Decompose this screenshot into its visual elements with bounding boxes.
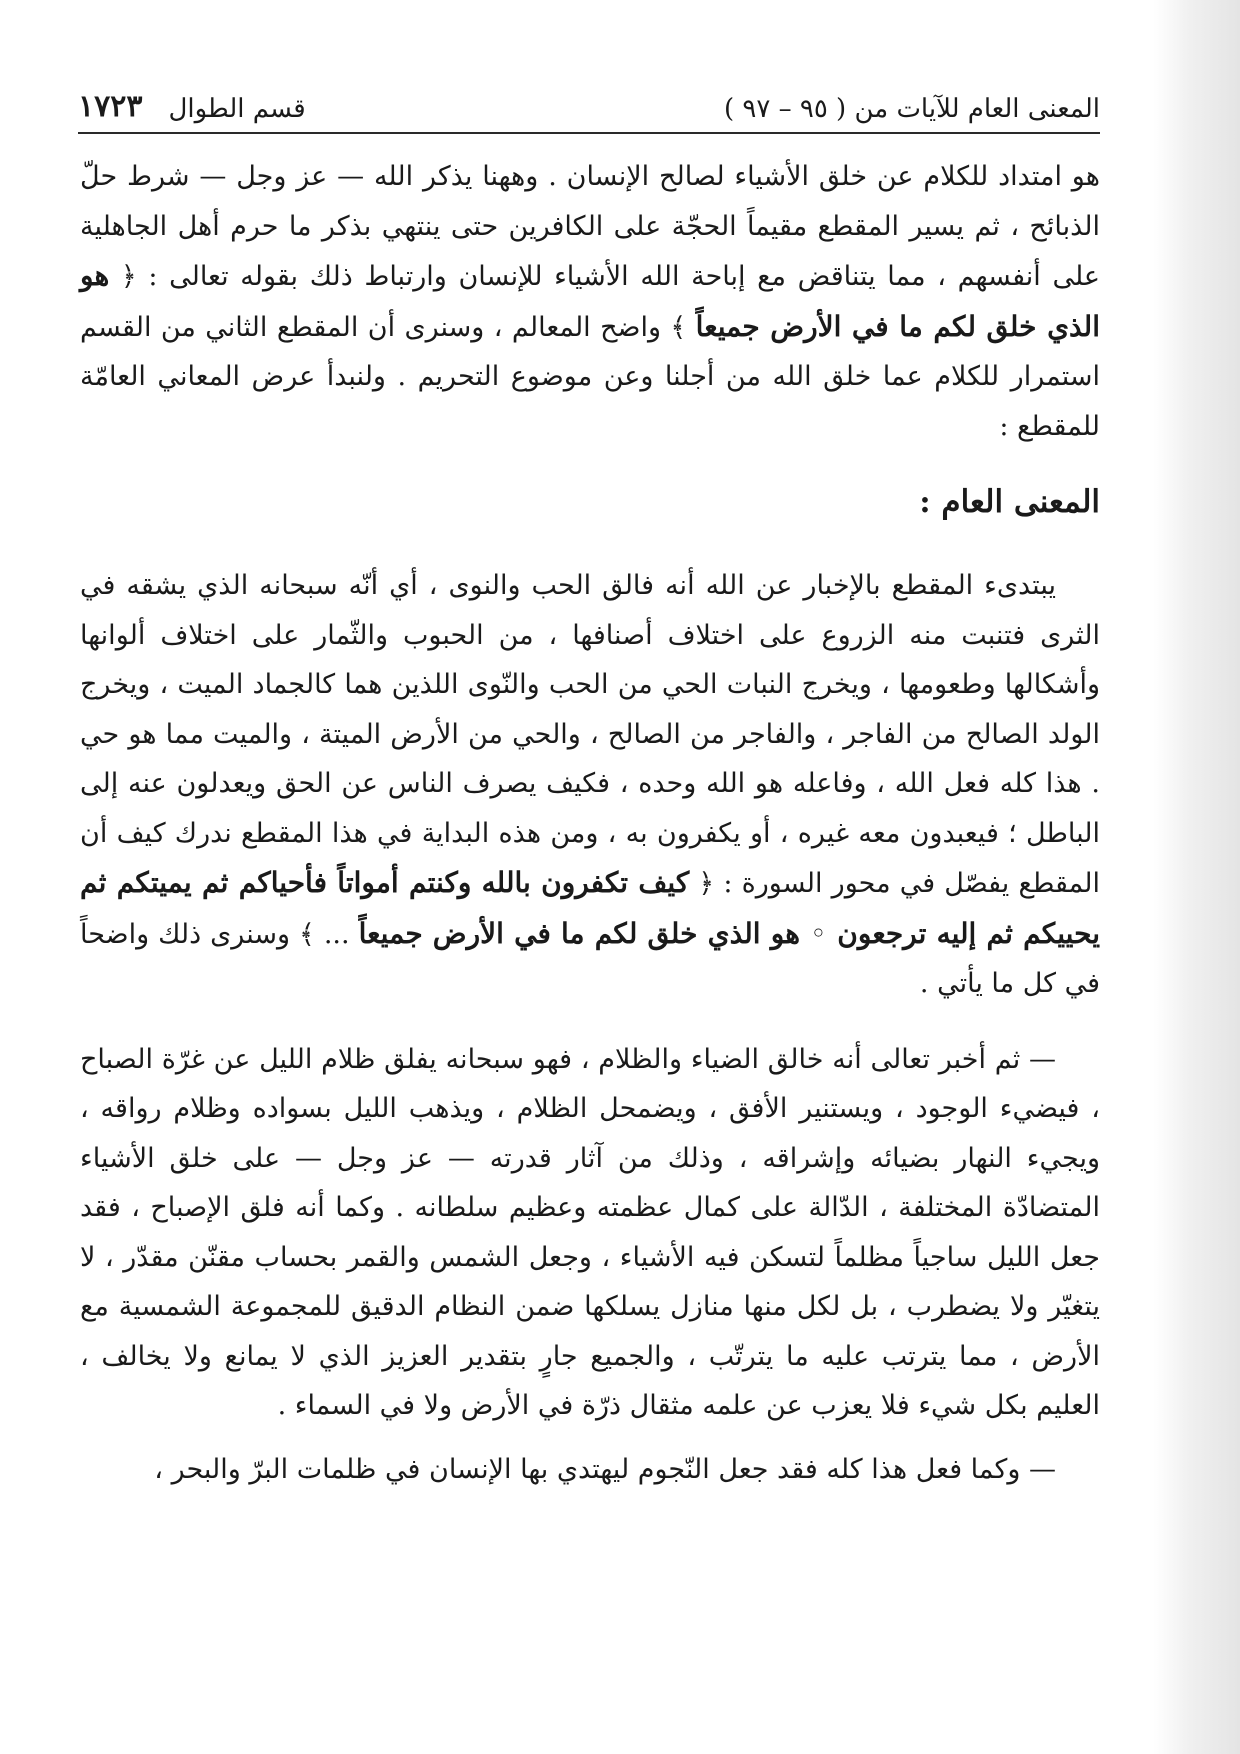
section-name: قسم الطوال xyxy=(168,94,306,124)
paragraph-1 xyxy=(80,561,1100,1009)
intro-text-2: ﴾ واضح المعالم ، وسنرى أن المقطع الثاني من القسم استمرار للكلام عما خلق الله من أجلنا وعن موضوع التحريم . ولنبدأ عرض المعاني العامّة للمقطع : xyxy=(80,311,1100,442)
page-number: ١٧٢٣ xyxy=(78,89,143,124)
paragraph-3: — وكما فعل هذا كله فقد جعل النّجوم ليهتدي بها الإنسان في ظلمات البرّ والبحر ، xyxy=(154,1453,1056,1485)
paragraph-2: — ثم أخبر تعالى أنه خالق الضياء والظلام ، فهو سبحانه يفلق ظلام الليل عن غرّة الصباح ، فيضيء الوجود ، ويستنير الأفق ، ويضمحل الظلام ، ويذهب الليل بسواده وظلام رواقه ، ويجيء النهار بضيائه وإشراقه ، وذلك من آثار قدرته — عز وجل — على خلق الأشياء المتضادّة المختلفة ، الدّالة على كمال عظمته وعظيم سلطانه . وكما أنه فلق الإصباح ، فقد جعل الليل ساجياً مظلماً لتسكن فيه الأشياء ، وجعل الشمس والقمر بحساب مقنّن مقدّر ، لا يتغيّر ولا يضطرب ، بل لكل منها منازل يسلكها ضمن النظام الدقيق للمجموعة الشمسية مع الأرض ، مما يترتب عليه ما يترتّب ، والجميع جارٍ بتقدير العزيز الذي لا يمانع ولا يخالف ، العليم بكل شيء فلا يعزب عن علمه مثقال ذرّة في الأرض ولا في السماء . xyxy=(80,1043,1100,1421)
paragraph-1-text-2: ... ﴾ وسنرى ذلك واضحاً في كل ما يأتي . xyxy=(80,918,1100,999)
section-heading: المعنى العام : xyxy=(919,484,1100,520)
paragraph-1-text-1: يبتدىء المقطع بالإخبار عن الله أنه فالق الحب والنوى ، أي أنّه سبحانه الذي يشقه في الثرى فتنبت منه الزروع على اختلاف أصنافها ، من الحبوب والثّمار على اختلاف ألوانها وأشكالها وطعومها ، ويخرج النبات الحي من الحب والنّوى اللذين هما كالجماد الميت ، ويخرج الولد الصالح من الفاجر ، والفاجر من الصالح ، والحي من الأرض الميتة ، والميت مما هو حي . هذا كله فعل الله ، وفاعله هو الله وحده ، فكيف يصرف الناس عن الحق ويعدلون عنه إلى الباطل ؛ فيعبدون معه غيره ، أو يكفرون به ، ومن هذه البداية في هذا المقطع ندرك كيف أن المقطع يفصّل في محور السورة : ﴿ xyxy=(80,570,1100,899)
intro-text-1: هو امتداد للكلام عن خلق الأشياء لصالح الإنسان . وههنا يذكر الله — عز وجل — شرط حلّ الذبائح ، ثم يسير المقطع مقيماً الحجّة على الكافرين حتى ينتهي بذكر ما حرم أهل الجاهلية على أنفسهم ، مما يتناقض مع إباحة الله الأشياء للإنسان وارتباط ذلك بقوله تعالى : ﴿ xyxy=(80,161,1100,292)
running-title: المعنى العام للآيات من ( ٩٥ – ٩٧ ) xyxy=(723,94,1100,124)
intro-paragraph xyxy=(80,152,1100,451)
page-header xyxy=(78,82,1100,134)
header-left-group xyxy=(78,89,306,132)
quran-verse: كيف تكفرون بالله وكنتم أمواتاً فأحياكم ثم يميتكم ثم يحييكم ثم إليه ترجعون ◦ هو الذي خلق لكم ما في الأرض جميعاً xyxy=(80,866,1100,950)
quran-verse: هو الذي خلق لكم ما في الأرض جميعاً xyxy=(80,259,1100,343)
page-body xyxy=(80,152,1100,1494)
